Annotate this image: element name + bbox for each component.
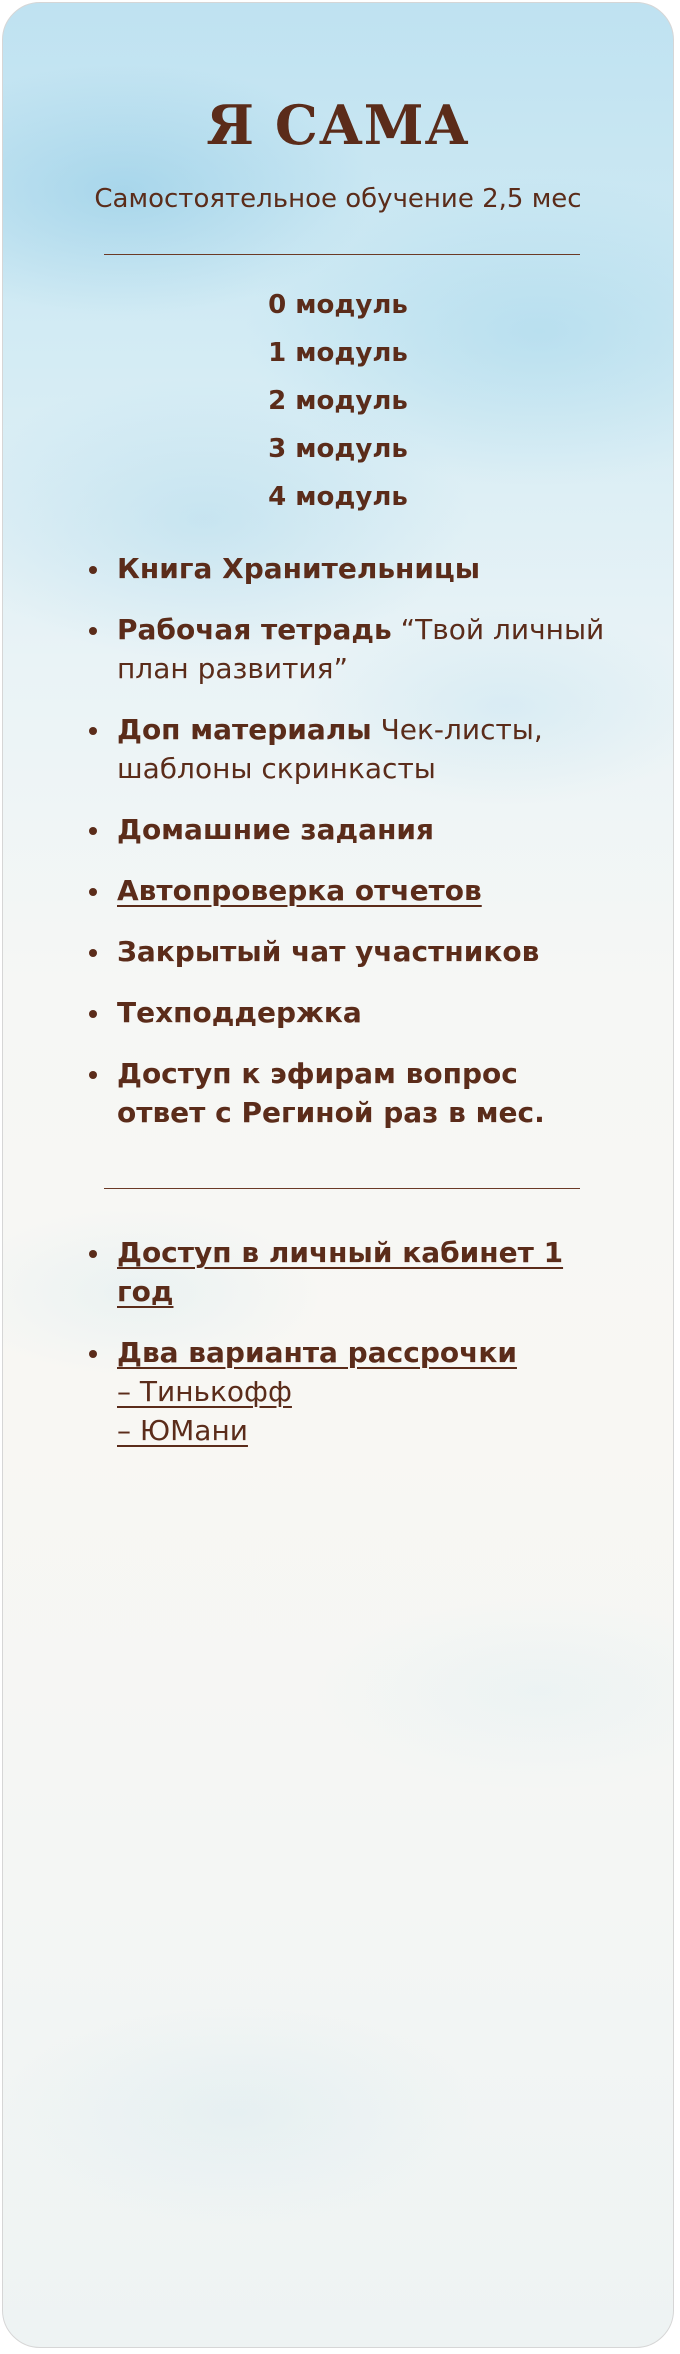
feature-homework-label: Домашние задания — [117, 813, 435, 846]
feature-autocheck-link[interactable]: Автопроверка отчетов — [117, 874, 482, 907]
module-item: 0 модуль — [268, 290, 408, 320]
features-list — [89, 549, 609, 1132]
feature-workbook-label: Рабочая тетрадь — [117, 613, 392, 646]
tariff-title: Я САМА — [206, 93, 470, 157]
feature-item-workbook — [89, 610, 609, 688]
module-item: 2 модуль — [268, 386, 408, 416]
extra-item-installments — [89, 1333, 609, 1450]
feature-item-live — [89, 1054, 609, 1132]
feature-extra-label: Доп материалы — [117, 713, 372, 746]
feature-item-autocheck — [89, 871, 609, 910]
feature-item-homework — [89, 810, 609, 849]
module-item: 1 модуль — [268, 338, 408, 368]
installments-link[interactable]: Два варианта рассрочки — [117, 1336, 517, 1369]
extra-item-cabinet — [89, 1233, 609, 1311]
cabinet-access-link[interactable]: Доступ в личный кабинет 1 год — [117, 1236, 564, 1308]
feature-item-book — [89, 549, 609, 588]
tinkoff-link[interactable]: – Тинькофф — [117, 1375, 292, 1408]
feature-support-label: Техподдержка — [117, 996, 362, 1029]
feature-item-extra-materials — [89, 710, 609, 788]
feature-item-support — [89, 993, 609, 1032]
tariff-subtitle: Самостоятельное обучение 2,5 мес — [94, 184, 582, 214]
feature-book-label: Книга Хранительницы — [117, 552, 481, 585]
feature-workbook-desc: “Твой личный план развития” — [117, 613, 605, 685]
yumoney-link[interactable]: – ЮМани — [117, 1414, 248, 1447]
feature-item-chat — [89, 932, 609, 971]
divider-middle — [104, 1188, 580, 1189]
divider-top — [104, 254, 580, 255]
module-list — [3, 281, 673, 521]
feature-live-label: Доступ к эфирам вопрос ответ с Региной раз в мес. — [117, 1057, 545, 1129]
feature-chat-label: Закрытый чат участников — [117, 935, 540, 968]
extras-list — [89, 1233, 609, 1450]
feature-extra-desc: Чек-листы, шаблоны скринкасты — [117, 713, 543, 785]
tariff-card — [2, 2, 674, 2348]
module-item: 4 модуль — [268, 482, 408, 512]
module-item: 3 модуль — [268, 434, 408, 464]
